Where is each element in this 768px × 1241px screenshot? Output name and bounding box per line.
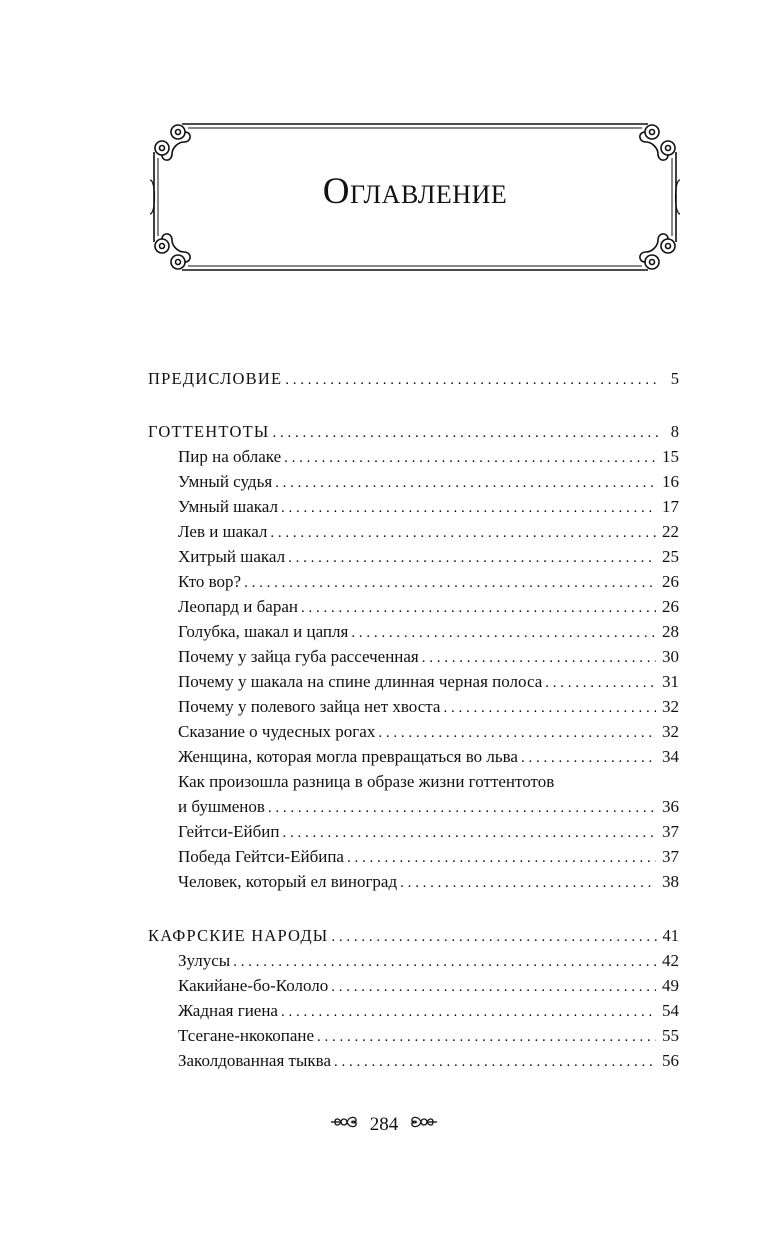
toc-entry-label: и бушменов xyxy=(178,797,265,816)
table-of-contents xyxy=(148,366,679,1073)
toc-entry-page: 42 xyxy=(662,951,679,970)
toc-entry-page: 56 xyxy=(662,1051,679,1070)
page-number: 284 xyxy=(369,1113,399,1135)
leader-dots xyxy=(288,546,656,571)
leader-dots xyxy=(400,871,656,896)
toc-entry-page: 5 xyxy=(670,369,679,388)
toc-entry xyxy=(148,619,679,644)
toc-entry-page: 41 xyxy=(662,926,679,945)
toc-entry-label: Почему у зайца губа рассеченная xyxy=(178,647,419,666)
toc-entry xyxy=(148,869,679,894)
toc-entry xyxy=(148,844,679,869)
toc-entry xyxy=(148,998,679,1023)
toc-entry-page: 31 xyxy=(662,672,679,691)
toc-entry-label: Умный судья xyxy=(178,472,273,491)
toc-entry xyxy=(148,1023,679,1048)
fleuron-left-icon xyxy=(329,1113,359,1137)
leader-dots xyxy=(284,446,656,471)
toc-entry xyxy=(148,519,679,544)
toc-entry-label: Голубка, шакал и цапля xyxy=(178,622,349,641)
toc-entry-label: Заколдованная тыква xyxy=(178,1051,331,1070)
toc-entry-label: Тсегане-нкокопане xyxy=(178,1026,315,1045)
toc-entry-page: 28 xyxy=(662,622,679,641)
toc-entry xyxy=(148,444,679,469)
toc-entry-label: ПРЕДИСЛОВИЕ xyxy=(148,369,283,388)
toc-entry-label: Хитрый шакал xyxy=(178,547,286,566)
toc-entry xyxy=(148,1048,679,1073)
leader-dots xyxy=(422,646,656,671)
toc-entry-page: 49 xyxy=(662,976,679,995)
toc-entry xyxy=(148,744,679,769)
leader-dots xyxy=(317,1025,656,1050)
toc-entry-page: 26 xyxy=(662,597,679,616)
toc-entry-preface xyxy=(148,366,679,391)
toc-entry-page: 37 xyxy=(662,847,679,866)
toc-entry xyxy=(148,973,679,998)
toc-entry-label: Кто вор? xyxy=(178,572,242,591)
toc-entry-page: 16 xyxy=(662,472,679,491)
toc-entry-page: 32 xyxy=(662,722,679,741)
fleuron-right-icon xyxy=(409,1113,439,1137)
toc-entry-page: 26 xyxy=(662,572,679,591)
toc-entry-label: Как произошла разница в образе жизни готтентотов xyxy=(178,772,555,791)
toc-section-label: КАФРСКИЕ НАРОДЫ xyxy=(148,926,329,945)
toc-entry-label: Умный шакал xyxy=(178,497,278,516)
toc-entry-page: 15 xyxy=(662,447,679,466)
toc-entry xyxy=(148,544,679,569)
page-number-footer xyxy=(0,1112,768,1137)
toc-section-kaffir-peoples xyxy=(148,923,679,948)
leader-dots xyxy=(270,521,656,546)
leader-dots xyxy=(351,621,656,646)
toc-entry-page: 38 xyxy=(662,872,679,891)
leader-dots xyxy=(272,421,659,446)
toc-entry xyxy=(148,819,679,844)
leader-dots xyxy=(281,1000,656,1025)
toc-entry-label: Леопард и баран xyxy=(178,597,298,616)
toc-entry-label: Женщина, которая могла превращаться во льва xyxy=(178,747,518,766)
toc-entry xyxy=(148,644,679,669)
toc-entry-page: 32 xyxy=(662,697,679,716)
toc-entry-page: 55 xyxy=(662,1026,679,1045)
toc-entry xyxy=(148,694,679,719)
toc-section-hottentots xyxy=(148,419,679,444)
leader-dots xyxy=(282,821,656,846)
leader-dots xyxy=(443,696,656,721)
leader-dots xyxy=(521,746,656,771)
leader-dots xyxy=(301,596,656,621)
toc-entry-page: 25 xyxy=(662,547,679,566)
toc-section-label: ГОТТЕНТОТЫ xyxy=(148,422,270,441)
toc-entry xyxy=(148,594,679,619)
toc-entry-page: 17 xyxy=(662,497,679,516)
toc-entry xyxy=(148,948,679,973)
toc-entry xyxy=(148,569,679,594)
toc-entry-page: 30 xyxy=(662,647,679,666)
leader-dots xyxy=(233,950,656,975)
leader-dots xyxy=(281,496,656,521)
leader-dots xyxy=(285,368,659,393)
leader-dots xyxy=(275,471,656,496)
toc-entry-first-line xyxy=(148,769,679,794)
toc-entry-label: Почему у шакала на спине длинная черная полоса xyxy=(178,672,543,691)
toc-entry xyxy=(148,469,679,494)
toc-entry-page: 34 xyxy=(662,747,679,766)
toc-entry-label: Зулусы xyxy=(178,951,231,970)
toc-entry-page: 37 xyxy=(662,822,679,841)
toc-entry-page: 54 xyxy=(662,1001,679,1020)
toc-entry-label: Пир на облаке xyxy=(178,447,282,466)
leader-dots xyxy=(545,671,656,696)
leader-dots xyxy=(268,796,656,821)
toc-entry-label: Жадная гиена xyxy=(178,1001,278,1020)
leader-dots xyxy=(347,846,656,871)
toc-entry xyxy=(148,794,679,819)
toc-entry-page: 22 xyxy=(662,522,679,541)
toc-entry xyxy=(148,669,679,694)
leader-dots xyxy=(334,1050,656,1075)
toc-entry-label: Сказание о чудесных рогах xyxy=(178,722,376,741)
leader-dots xyxy=(378,721,656,746)
toc-entry-label: Человек, который ел виноград xyxy=(178,872,398,891)
toc-entry xyxy=(148,719,679,744)
leader-dots xyxy=(244,571,656,596)
toc-entry-page: 36 xyxy=(662,797,679,816)
page-title: Оглавление xyxy=(322,171,508,212)
leader-dots xyxy=(331,925,656,950)
toc-entry-label: Гейтси-Ейбип xyxy=(178,822,280,841)
toc-entry-page: 8 xyxy=(670,422,679,441)
toc-entry xyxy=(148,494,679,519)
leader-dots xyxy=(331,975,656,1000)
toc-entry-label: Какийане-бо-Кололо xyxy=(178,976,329,995)
toc-entry-label: Победа Гейтси-Ейбипа xyxy=(178,847,344,866)
toc-entry-label: Лев и шакал xyxy=(178,522,268,541)
toc-entry-label: Почему у полевого зайца нет хвоста xyxy=(178,697,441,716)
